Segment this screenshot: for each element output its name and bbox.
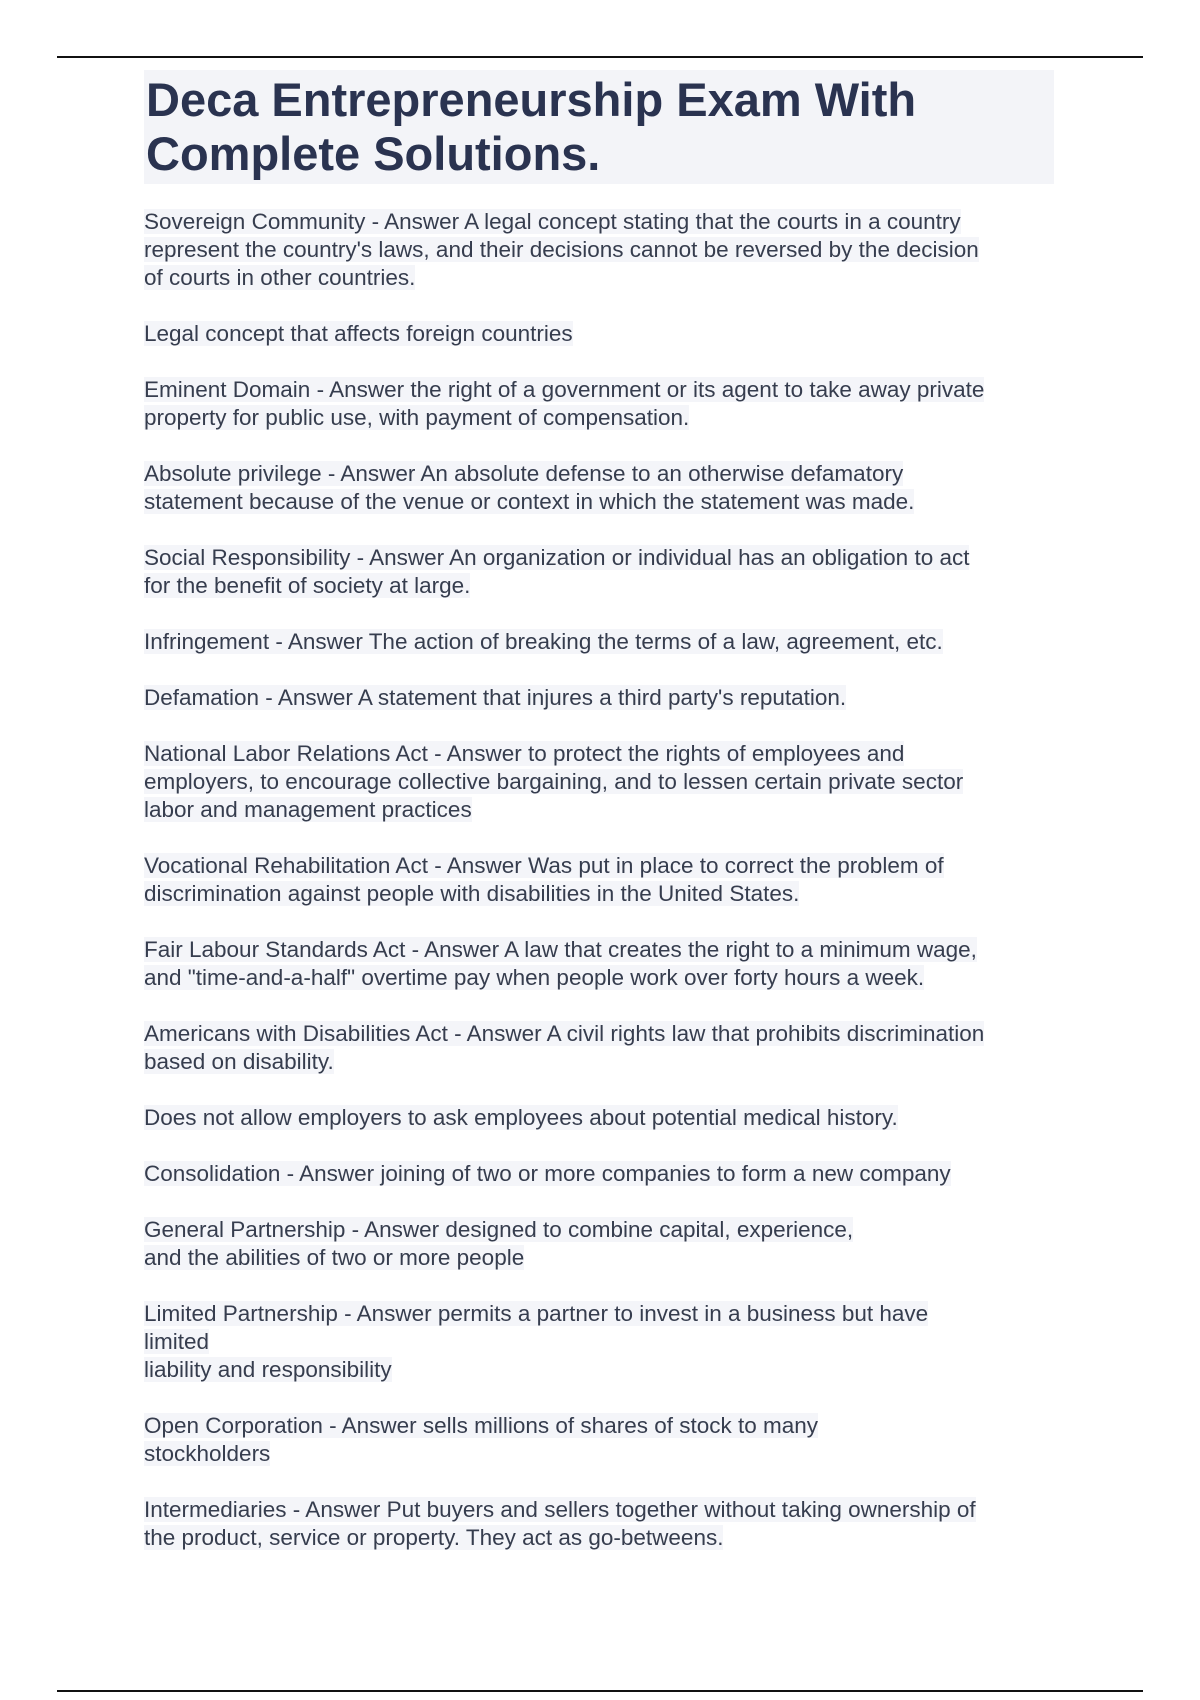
qa-entry-text: Consolidation - Answer joining of two or more companies to form a new company (144, 1161, 951, 1186)
qa-entry-text: Americans with Disabilities Act - Answer A civil rights law that prohibits discrimination based on disability. (144, 1021, 985, 1074)
qa-entry (144, 544, 1064, 600)
qa-entry-text: Does not allow employers to ask employees about potential medical history. (144, 1105, 898, 1130)
qa-entry-text: Absolute privilege - Answer An absolute defense to an otherwise defamatory statement because of the venue or context in which the statement was made. (144, 461, 915, 514)
qa-list (144, 208, 1064, 1580)
qa-entry (144, 1020, 1064, 1076)
qa-entry-text: Fair Labour Standards Act - Answer A law that creates the right to a minimum wage, and "time-and-a-half" overtime pay when people work over forty hours a week. (144, 937, 977, 990)
qa-entry (144, 376, 1064, 432)
qa-entry (144, 208, 1064, 292)
qa-entry (144, 740, 1064, 824)
qa-entry (144, 852, 1064, 908)
qa-entry (144, 1300, 1064, 1384)
qa-entry-text: Infringement - Answer The action of breaking the terms of a law, agreement, etc. (144, 629, 943, 654)
qa-entry (144, 936, 1064, 992)
qa-entry-text: Defamation - Answer A statement that injures a third party's reputation. (144, 685, 847, 710)
qa-entry-text: Vocational Rehabilitation Act - Answer Was put in place to correct the problem of discrimination against people with disabilities in the United States. (144, 853, 944, 906)
qa-entry (144, 1104, 1064, 1132)
qa-entry-text: Intermediaries - Answer Put buyers and sellers together without taking ownership of the product, service or property. They act as go-betweens. (144, 1497, 976, 1550)
title-block (144, 70, 1054, 184)
qa-entry (144, 1412, 1064, 1468)
qa-entry-text: Legal concept that affects foreign countries (144, 321, 573, 346)
document-title: Deca Entrepreneurship Exam With Complete Solutions. (146, 73, 917, 180)
qa-entry-text: National Labor Relations Act - Answer to protect the rights of employees and employers, to encourage collective bargaining, and to lessen certain private sector labor and management practices (144, 741, 964, 822)
qa-entry-text: Open Corporation - Answer sells millions of shares of stock to many stockholders (144, 1413, 819, 1466)
top-divider (57, 56, 1143, 58)
qa-entry-text: Sovereign Community - Answer A legal concept stating that the courts in a country represent the country's laws, and their decisions cannot be reversed by the decision of courts in other countries. (144, 209, 979, 290)
qa-entry-text: Eminent Domain - Answer the right of a government or its agent to take away private property for public use, with payment of compensation. (144, 377, 985, 430)
qa-entry (144, 320, 1064, 348)
bottom-divider (57, 1690, 1143, 1692)
qa-entry (144, 684, 1064, 712)
qa-entry-text: Social Responsibility - Answer An organization or individual has an obligation to act for the benefit of society at large. (144, 545, 970, 598)
qa-entry (144, 1496, 1064, 1552)
qa-entry-text: Limited Partnership - Answer permits a partner to invest in a business but have limited liability and responsibility (144, 1301, 929, 1382)
qa-entry-text: General Partnership - Answer designed to combine capital, experience, and the abilities of two or more people (144, 1217, 854, 1270)
qa-entry (144, 628, 1064, 656)
qa-entry (144, 1216, 1064, 1272)
qa-entry (144, 460, 1064, 516)
qa-entry (144, 1160, 1064, 1188)
